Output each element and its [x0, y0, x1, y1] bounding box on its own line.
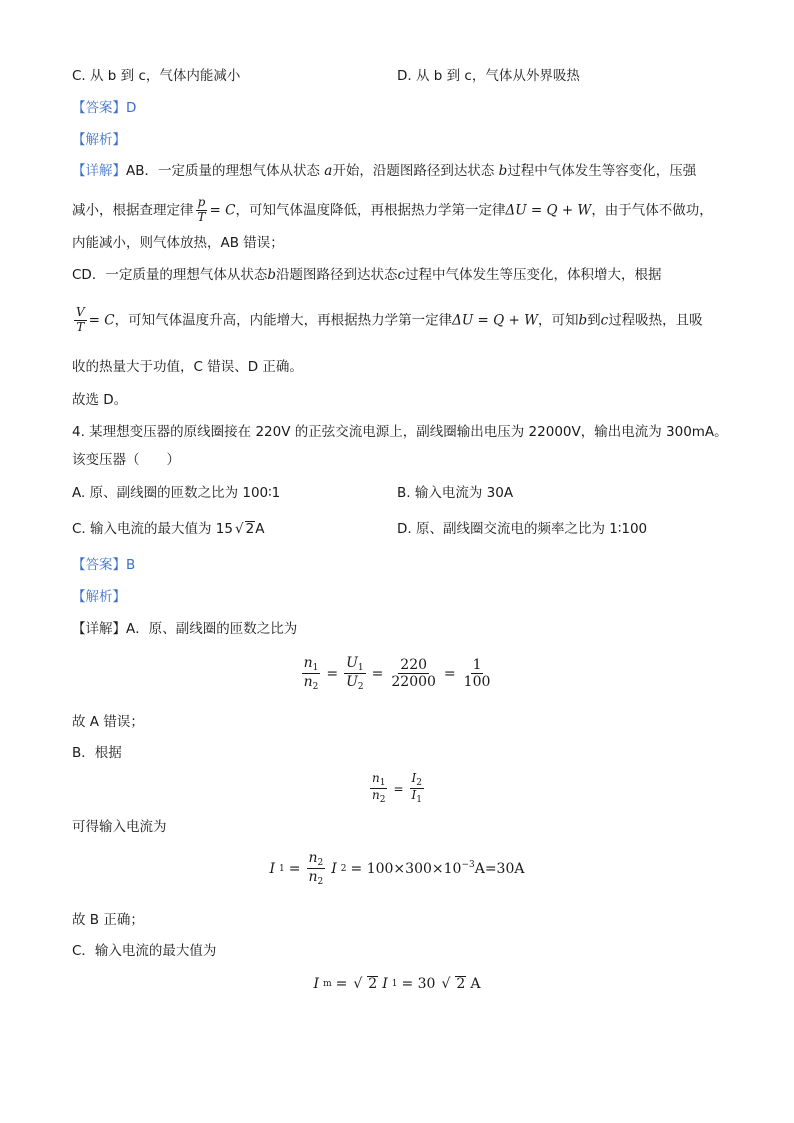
symbol: I [411, 788, 417, 803]
text: 开始，沿题图路径到达状态 [332, 163, 495, 179]
q3-option-c: C. 从 b 到 c，气体内能减小 [72, 68, 241, 84]
denominator: T [76, 319, 85, 334]
fraction: $\frac{U_1}{U_2}$ [346, 655, 364, 693]
sqrt-sign: √ [441, 976, 451, 993]
text: 减小，根据查理定律 [72, 202, 194, 219]
radicand: 2 [245, 521, 255, 537]
symbol: n [371, 771, 380, 785]
fraction [462, 657, 493, 690]
variable: b [498, 163, 508, 179]
symbol: n [303, 655, 313, 671]
sqrt-sign: √ [234, 521, 244, 537]
text: 过程中气体发生等容变化，压强 [507, 163, 697, 179]
denominator: 22000 [391, 674, 436, 691]
equals-value: = 30 [401, 976, 436, 993]
text: C. 输入电流的最大值为 15 [72, 521, 233, 537]
q4-analysis-label: 【解析】 [72, 589, 126, 605]
numerator: p [197, 195, 206, 209]
symbol: n [303, 674, 313, 691]
q3-explanation-line-4 [72, 265, 662, 285]
numerator: 220 [400, 657, 428, 674]
q3-analysis-label: 【解析】 [72, 132, 126, 148]
exponent: −3 [461, 860, 475, 871]
unit: A [255, 521, 265, 537]
equation-current-ratio: $\frac{n_1}{n_2}$ = $\frac{I_2}{I_1}$ [371, 771, 422, 806]
text: ，可知 [537, 312, 579, 329]
variable: b [578, 312, 588, 329]
fraction: $\frac{n_1}{n_2}$ [303, 655, 319, 693]
q4-b-head: B．根据 [72, 745, 122, 761]
symbol: I [411, 771, 417, 785]
radicand: 2 [456, 976, 466, 992]
formula: ΔU = Q + W [452, 312, 538, 329]
equation: = C [209, 202, 236, 219]
formula: ΔU = Q + W [505, 202, 592, 219]
text: 过程吸热，且吸 [608, 312, 703, 329]
text: 过程中气体发生等压变化，体积增大，根据 [405, 267, 662, 283]
symbol: U [346, 674, 358, 691]
text: 沿题图路径到达状态 [275, 267, 398, 283]
text: CD．一定质量的理想气体从状态 [72, 267, 268, 283]
numerator: 1 [472, 657, 482, 674]
denominator: T [197, 209, 206, 224]
variable: b [267, 267, 276, 283]
q3-explanation-line-2 [72, 196, 713, 225]
q3-answer-label: 【答案】D [72, 100, 137, 116]
q4-option-c [72, 519, 264, 539]
q4-b-get: 可得输入电流为 [72, 819, 167, 835]
text: AB．一定质量的理想气体从状态 [126, 163, 320, 179]
q4-a-conclusion: 故 A 错误； [72, 714, 144, 730]
fraction [74, 306, 87, 335]
q3-explanation-line-1 [72, 161, 696, 181]
fraction [389, 657, 438, 690]
q4-detail-a: 【详解】A．原、副线圈的匝数之比为 [72, 621, 298, 637]
q3-conclusion: 故选 D。 [72, 392, 128, 408]
q3-explanation-line-3: 内能减小，则气体放热，AB 错误； [72, 235, 284, 251]
fraction: $\frac{n_2}{n_2}$ [308, 850, 324, 888]
text: ，可知气体温度升高，内能增大，再根据热力学第一定律 [114, 312, 453, 329]
q4-answer-label: 【答案】B [72, 557, 136, 573]
value: = $100\times 300\times 10^{-3}A=30A$ [350, 860, 525, 878]
variable: c [397, 267, 406, 283]
fraction: $\frac{I_2}{I_1}$ [411, 771, 422, 806]
fraction [196, 196, 208, 225]
denominator: 100 [463, 674, 491, 691]
q3-explanation-line-6: 收的热量大于功值，C 错误、D 正确。 [72, 359, 303, 375]
symbol: I [382, 976, 388, 993]
equation-turns-ratio: $\frac{n_1}{n_2}$ = $\frac{U_1}{U_2}$ = $\frac{220}{22000}$ = $\frac{1}{100}$ [303, 655, 491, 693]
sqrt-sign: √ [353, 976, 363, 993]
q3-option-d: D. 从 b 到 c，气体从外界吸热 [397, 68, 580, 84]
numerator: V [76, 305, 85, 319]
q4-c-head: C．输入电流的最大值为 [72, 943, 217, 959]
unit: A [470, 976, 481, 993]
q4-stem-line-1: 4. 某理想变压器的原线圈接在 220V 的正弦交流电源上，副线圈输出电压为 22000V，输出电流为 300mA。 [72, 424, 728, 440]
symbol: U [346, 655, 358, 671]
text: 到 [587, 312, 601, 329]
q4-b-conclusion: 故 B 正确； [72, 912, 144, 928]
equation: = C [88, 312, 115, 329]
detail-tag: 【详解】 [72, 163, 126, 179]
q4-stem-line-2: 该变压器（ ） [72, 452, 180, 468]
q3-explanation-line-5 [72, 306, 703, 335]
unit: A=30A [474, 861, 525, 878]
equation-max-current: I m = √ 2 I 1 = 30 √ 2 A [313, 976, 481, 993]
symbol: n [371, 788, 380, 803]
text: ，由于气体不做功， [591, 202, 713, 219]
variable: a [324, 163, 333, 179]
q4-option-d: D. 原、副线圈交流电的频率之比为 1∶100 [397, 521, 648, 537]
text: ，可知气体温度降低，再根据热力学第一定律 [235, 202, 506, 219]
equation-input-current: I 1 = $\frac{n_2}{n_2}$ I 2 = $100\times 300\times 10^{-3}A=30A$ [269, 850, 525, 888]
q4-option-a: A. 原、副线圈的匝数之比为 100∶1 [72, 485, 281, 501]
fraction: $\frac{n_1}{n_2}$ [371, 771, 386, 806]
radicand: 2 [368, 976, 378, 992]
variable: c [600, 312, 609, 329]
q4-option-b: B. 输入电流为 30A [397, 485, 514, 501]
